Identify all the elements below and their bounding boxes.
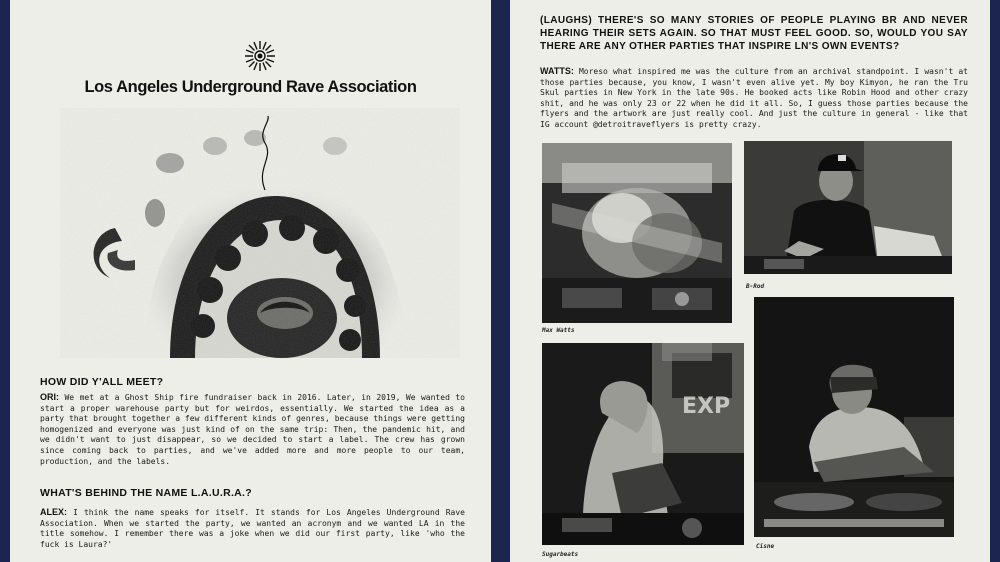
- answer-paragraph: [540, 66, 968, 131]
- speaker-label: ORI:: [40, 392, 59, 402]
- photo-caption: Sugarbeats: [542, 551, 579, 558]
- answer-paragraph: [40, 392, 465, 467]
- speaker-label: ALEX:: [40, 507, 67, 517]
- speaker-label: WATTS:: [540, 66, 574, 76]
- question-heading: WHAT'S BEHIND THE NAME L.A.U.R.A.?: [40, 487, 252, 499]
- right-page: [510, 0, 990, 562]
- answer-text: I think the name speaks for itself. It stands for Los Angeles Underground Rave Association. When we started the party, we wanted an acronym and we wanted LA in the title somehow. I remember there was a joke when we did our first party, like 'who the fuck is Laura?': [40, 508, 465, 549]
- organization-title: Los Angeles Underground Rave Association: [84, 78, 417, 96]
- photo-max-watts: [542, 143, 732, 323]
- answer-paragraph: [40, 507, 465, 550]
- photo-cisne: [754, 297, 954, 537]
- svg-text:EXP: EXP: [682, 394, 731, 419]
- photo-caption: Cisne: [756, 543, 775, 550]
- photo-caption: B-Rod: [746, 283, 765, 290]
- rotary-dial-artwork: [60, 108, 460, 358]
- left-page: [10, 0, 491, 562]
- photo-b-rod: [744, 141, 952, 274]
- question-heading: (LAUGHS) THERE'S SO MANY STORIES OF PEOPLE PLAYING BR AND NEVER HEARING THEIR SETS AGAIN. SO THAT MUST FEEL GOOD. SO, WOULD YOU SAY THERE ARE ANY OTHER PARTIES THAT INSPIRE LN'S OWN EVENTS?: [540, 15, 968, 52]
- photo-caption: Max Watts: [542, 327, 575, 334]
- answer-text: Moreso what inspired me was the culture from an archival standpoint. I wasn't at those parties because, you know, I wasn't even alive yet. My boy Kimyon, he ran the Tru Skul parties in New York in the late 90s. He booked acts like Robin Hood and other crazy shit, and he was only 23 or 22 when he did it all. So, I guess those parties because the flyers and the artwork are just really cool. And just the culture in general - like that IG account @detroitraveflyers is pretty crazy.: [540, 67, 968, 129]
- answer-text: We met at a Ghost Ship fire fundraiser back in 2016. Later, in 2019, We wanted to start a proper warehouse party but for weirdos, essentially. We started the idea as a party that brought together a few different kinds of genres, because things were getting homogenized and everyone was just kind of on the same trip: Then, the pandemic hit, and we didn't want to just disappear, so we decided to start a label. The crew has grown since coming back to parties, and we've added more and more people to our team, production, and the labels.: [40, 393, 465, 466]
- starburst-logo-icon: [244, 40, 276, 72]
- question-heading: HOW DID Y'ALL MEET?: [40, 376, 164, 388]
- photo-sugarbeats: [542, 343, 744, 545]
